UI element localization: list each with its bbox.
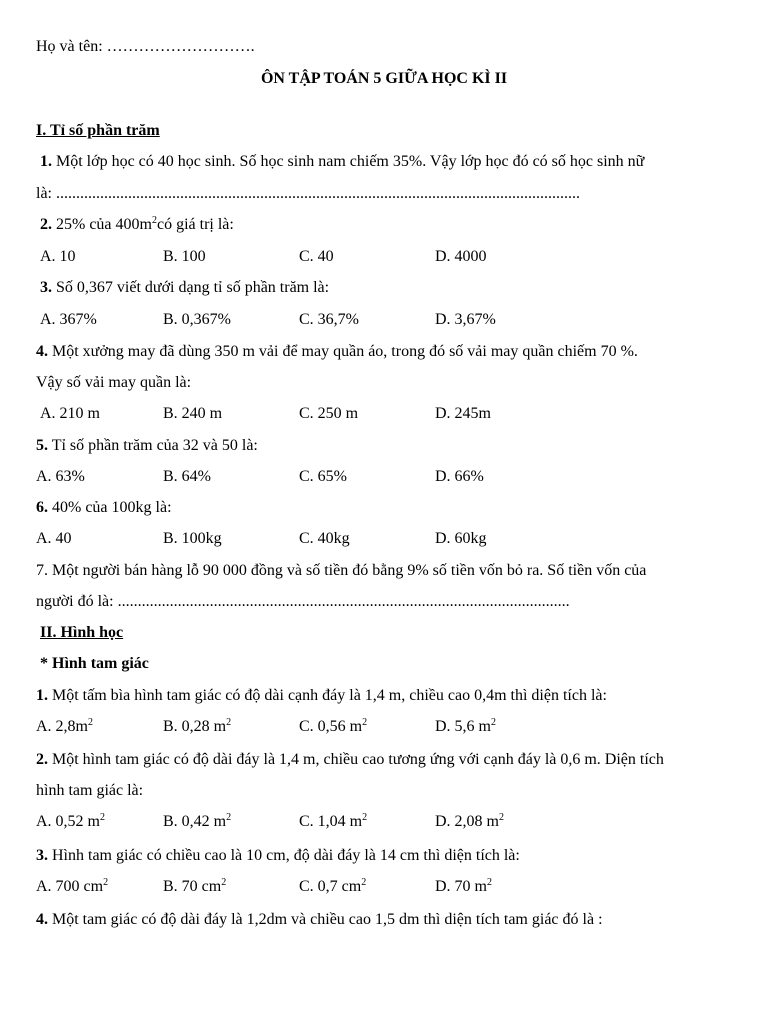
option-b: B. 100kg	[163, 530, 222, 547]
question-text: Tỉ số phần trăm của 32 và 50 là:	[48, 437, 258, 454]
question-number: 3.	[40, 279, 52, 296]
section-heading-geometry: II. Hình học	[40, 624, 124, 641]
option-b: B. 64%	[163, 468, 211, 485]
question-3-triangle	[36, 846, 520, 866]
question-number: 2.	[40, 216, 52, 233]
option-text: B. 0,28 m	[163, 718, 227, 735]
question-1-triangle	[36, 686, 607, 706]
question-2-triangle	[36, 750, 664, 770]
option-c: C. 65%	[299, 468, 347, 485]
option-a	[36, 877, 108, 897]
superscript: 2	[362, 812, 368, 823]
question-text: Hình tam giác có chiều cao là 10 cm, độ dài đáy là 14 cm thì diện tích là:	[48, 847, 520, 864]
option-text: C. 1,04 m	[299, 813, 363, 830]
option-b: B. 0,367%	[163, 311, 231, 328]
option-a: A. 40	[36, 530, 72, 547]
option-text: A. 700 cm	[36, 878, 104, 895]
superscript: 2	[88, 717, 93, 728]
question-3-percent	[40, 278, 329, 298]
option-c: C. 250 m	[299, 405, 359, 422]
question-text: Một tấm bìa hình tam giác có độ dài cạnh đáy là 1,4 m, chiều cao 0,4m thì diện tích là:	[48, 687, 607, 704]
question-4-percent	[36, 342, 638, 362]
question-4-triangle	[36, 910, 603, 930]
option-text: D. 2,08 m	[435, 813, 499, 830]
option-text: B. 0,42 m	[163, 813, 227, 830]
option-text: C. 0,56 m	[299, 718, 363, 735]
option-text: B. 70 cm	[163, 878, 222, 895]
superscript: 2	[362, 717, 368, 728]
option-d: D. 60kg	[435, 530, 487, 547]
option-a	[36, 717, 93, 737]
question-2-continued: hình tam giác là:	[36, 782, 144, 799]
question-text: Một hình tam giác có độ dài đáy là 1,4 m, chiều cao tương ứng với cạnh đáy là 0,6 m. Diện tích	[48, 751, 664, 768]
question-number: 1.	[40, 153, 52, 170]
option-c: C. 40	[299, 248, 334, 265]
option-b: B. 240 m	[163, 405, 223, 422]
superscript: 2	[100, 812, 105, 823]
superscript: 2	[103, 877, 109, 888]
option-text: A. 0,52 m	[36, 813, 100, 830]
question-text: Một tam giác có độ dài đáy là 1,2dm và chiều cao 1,5 dm thì diện tích tam giác đó là :	[48, 911, 603, 928]
option-d	[435, 717, 496, 737]
question-number: 4.	[36, 911, 48, 928]
question-text-pre: 25% của 400m	[52, 216, 152, 233]
option-b	[163, 812, 231, 832]
answer-line: là: ...................................................................................................................................	[36, 185, 580, 202]
option-c	[299, 717, 367, 737]
question-number: 1.	[36, 687, 48, 704]
question-text: Số 0,367 viết dưới dạng tỉ số phần trăm là:	[52, 279, 330, 296]
question-text-post: có giá trị là:	[156, 216, 234, 233]
question-number: 3.	[36, 847, 48, 864]
question-number: 6.	[36, 499, 48, 516]
option-text: D. 70 m	[435, 878, 487, 895]
section-heading-percent: I. Tỉ số phần trăm	[36, 122, 160, 139]
question-number: 5.	[36, 437, 48, 454]
question-number: 2.	[36, 751, 48, 768]
superscript: 2	[221, 877, 227, 888]
option-a: A. 10	[40, 248, 76, 265]
option-text: C. 0,7 cm	[299, 878, 362, 895]
question-4-continued: Vậy số vải may quần là:	[36, 374, 192, 391]
option-text: A. 2,8m	[36, 718, 88, 735]
option-a: A. 367%	[40, 311, 97, 328]
question-7-percent: 7. Một người bán hàng lỗ 90 000 đồng và số tiền đó bằng 9% số tiền vốn bỏ ra. Số tiền vốn của	[36, 562, 647, 579]
superscript: 2	[361, 877, 367, 888]
superscript: 2	[151, 215, 157, 226]
answer-line: người đó là: .................................................................................................................	[36, 593, 570, 610]
option-d	[435, 877, 492, 897]
question-5-percent	[36, 436, 258, 456]
option-a	[36, 812, 105, 832]
option-c	[299, 812, 367, 832]
option-c	[299, 877, 366, 897]
superscript: 2	[491, 717, 496, 728]
option-a: A. 210 m	[40, 405, 100, 422]
superscript: 2	[226, 812, 232, 823]
question-text: 40% của 100kg là:	[48, 499, 172, 516]
name-label: Họ và tên: ……………………….	[36, 38, 255, 55]
option-b: B. 100	[163, 248, 206, 265]
option-d	[435, 812, 504, 832]
superscript: 2	[226, 717, 232, 728]
question-6-percent	[36, 498, 172, 518]
question-text: Một lớp học có 40 học sinh. Số học sinh nam chiếm 35%. Vậy lớp học đó có số học sinh nữ	[52, 153, 645, 170]
option-a: A. 63%	[36, 468, 85, 485]
option-text: D. 5,6 m	[435, 718, 491, 735]
option-d: D. 3,67%	[435, 311, 496, 328]
option-b	[163, 877, 226, 897]
option-d: D. 66%	[435, 468, 484, 485]
option-c: C. 40kg	[299, 530, 350, 547]
option-d: D. 4000	[435, 248, 487, 265]
question-2-percent	[40, 215, 234, 235]
question-1-percent	[40, 152, 644, 172]
superscript: 2	[487, 877, 492, 888]
superscript: 2	[499, 812, 504, 823]
question-text: Một xưởng may đã dùng 350 m vải để may quần áo, trong đó số vải may quần chiếm 70 %.	[48, 343, 638, 360]
option-c: C. 36,7%	[299, 311, 359, 328]
option-d: D. 245m	[435, 405, 491, 422]
page-title: ÔN TẬP TOÁN 5 GIỮA HỌC KÌ II	[260, 70, 508, 87]
subheading-triangle: * Hình tam giác	[40, 655, 149, 672]
question-number: 4.	[36, 343, 48, 360]
option-b	[163, 717, 231, 737]
